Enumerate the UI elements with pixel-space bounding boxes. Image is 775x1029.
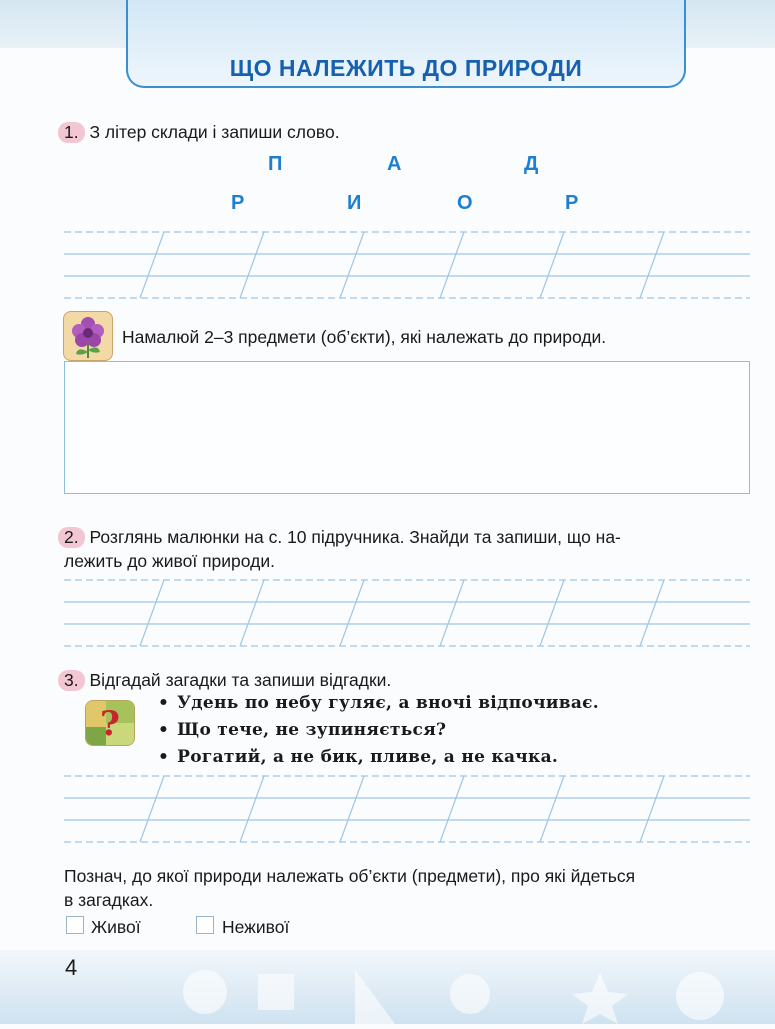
nonliving-checkbox[interactable] [196, 916, 214, 934]
flower-icon [63, 311, 113, 361]
question-mark-icon [85, 700, 135, 746]
page-title: ЩО НАЛЕЖИТЬ ДО ПРИРОДИ [229, 55, 583, 81]
letter-tile: Р [565, 192, 579, 214]
living-checkbox[interactable] [66, 916, 84, 934]
task2-number: 2. [58, 527, 85, 548]
drawing-area[interactable] [64, 361, 750, 494]
mark-task-instruction: Познач, до якої природи належать об’єкти (предмети), про які йдеться [64, 866, 636, 886]
title-banner [126, 0, 686, 88]
task2-instruction-cont: лежить до живої природи. [64, 551, 275, 571]
task3-instruction: 3. Відгадай загадки та запиши відгадки. [64, 670, 391, 691]
draw-task-instruction: Намалюй 2–3 предмети (об’єкти), які належать до природи. [122, 327, 607, 347]
riddle-item: • Удень по небу гуляє, а вночі відпочиває. [158, 690, 599, 717]
riddle-item: • Що тече, не зупиняється? [158, 717, 599, 744]
riddle-item: • Рогатий, а не бик, пливе, а не качка. [158, 744, 599, 771]
writing-lines[interactable] [64, 578, 750, 650]
letter-tile: Р [231, 192, 245, 214]
letter-tile: П [268, 153, 283, 175]
nonliving-option-label: Неживої [222, 917, 290, 937]
riddles-list [158, 690, 599, 771]
task1-instruction: 1. З літер склади і запиши слово. [64, 122, 340, 143]
page-number: 4 [65, 955, 78, 980]
living-option-label: Живої [91, 917, 141, 937]
bottom-decoration [0, 950, 775, 1024]
task3-number: 3. [58, 670, 85, 691]
task1-number: 1. [58, 122, 85, 143]
letter-tile: И [347, 192, 362, 214]
letter-tile: А [387, 153, 402, 175]
letter-tile: О [457, 192, 473, 214]
writing-lines[interactable] [64, 774, 750, 846]
task2-instruction: 2. Розглянь малюнки на с. 10 підручника. Знайди та запиши, що на- [64, 527, 621, 548]
mark-task-instruction-cont: в загадках. [64, 890, 154, 910]
letter-tile: Д [524, 153, 539, 175]
writing-lines[interactable] [64, 230, 750, 302]
svg-text:?: ? [100, 704, 120, 744]
